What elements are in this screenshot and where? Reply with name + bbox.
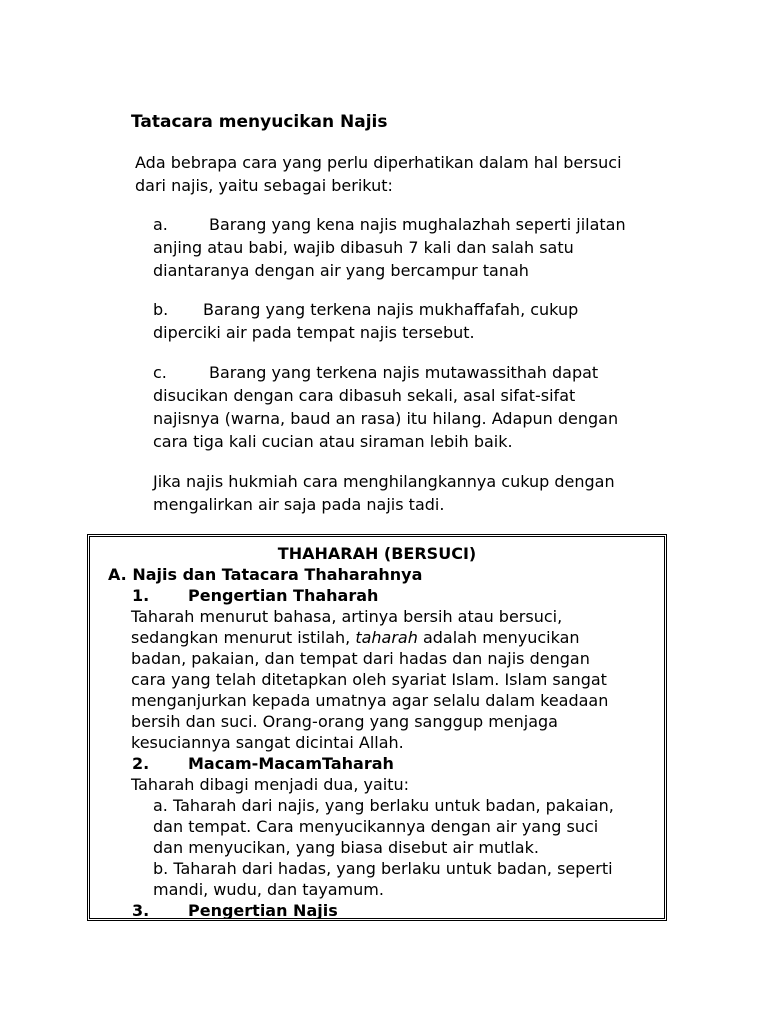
type-b-line: b. Taharah dari hadas, yang berlaku untuk badan, seperti [153,859,613,878]
definition-line: bersih dan suci. Orang-orang yang sanggup menjaga [131,712,558,731]
subheading-macam-taharah [90,753,664,774]
subheading-number: 1. [132,586,150,605]
closing-line: mengalirkan air saja pada najis tadi. [153,495,445,514]
subheading-title: Pengertian Thaharah [188,586,379,605]
list-marker: c. [153,363,167,382]
subheading-number: 3. [132,901,150,920]
definition-line: kesuciannya sangat dicintai Allah. [131,733,404,752]
list-text: Barang yang kena najis mughalazhah seperti jilatan [209,215,626,234]
list-text: diantaranya dengan air yang bercampur tanah [153,261,529,280]
page-title: Tatacara menyucikan Najis [131,112,388,132]
thaharah-box [87,534,667,921]
term-taharah: taharah [355,628,418,647]
closing-paragraph [153,470,615,516]
type-b-line: mandi, wudu, dan tayamum. [153,880,384,899]
list-text: Barang yang terkena najis mutawassithah dapat [209,363,599,382]
type-a-line: dan menyucikan, yang biasa disebut air mutlak. [153,838,539,857]
types-intro: Taharah dibagi menjadi dua, yaitu: [131,775,410,794]
list-text: disucikan dengan cara dibasuh sekali, asal sifat-sifat [153,386,576,405]
intro-line: Ada bebrapa cara yang perlu diperhatikan dalam hal bersuci [135,153,622,172]
list-text: cara tiga kali cucian atau siraman lebih baik. [153,432,513,451]
list-item-c [153,361,618,453]
subheading-number: 2. [132,754,150,773]
definition-line: menganjurkan kepada umatnya agar selalu dalam keadaan [131,691,609,710]
closing-line: Jika najis hukmiah cara menghilangkannya cukup dengan [153,472,615,491]
list-text: diperciki air pada tempat najis tersebut. [153,323,475,342]
list-item-a [153,213,626,282]
intro-paragraph [135,151,622,197]
definition-line: Taharah menurut bahasa, artinya bersih atau bersuci, [131,607,563,626]
type-a-line: dan tempat. Cara menyucikannya dengan air yang suci [153,817,599,836]
subheading-pengertian-najis [90,900,664,921]
subheading-title: Pengertian Najis [188,901,338,920]
list-marker: b. [153,300,169,319]
subheading-title: Macam-MacamTaharah [188,754,394,773]
subheading-pengertian-thaharah [90,585,664,606]
box-heading: THAHARAH (BERSUCI) [277,544,477,563]
list-text: Barang yang terkena najis mukhaffafah, cukup [203,300,579,319]
definition-line: sedangkan menurut istilah, taharah adalah menyucikan [131,628,580,647]
definition-line: badan, pakaian, dan tempat dari hadas dan najis dengan [131,649,590,668]
definition-line: cara yang telah ditetapkan oleh syariat Islam. Islam sangat [131,670,607,689]
section-a-heading: A. Najis dan Tatacara Thaharahnya [108,565,423,584]
type-a-line: a. Taharah dari najis, yang berlaku untuk badan, pakaian, [153,796,614,815]
list-text: najisnya (warna, baud an rasa) itu hilang. Adapun dengan [153,409,619,428]
list-marker: a. [153,215,168,234]
list-item-b [153,298,578,344]
list-text: anjing atau babi, wajib dibasuh 7 kali dan salah satu [153,238,574,257]
intro-line: dari najis, yaitu sebagai berikut: [135,176,393,195]
